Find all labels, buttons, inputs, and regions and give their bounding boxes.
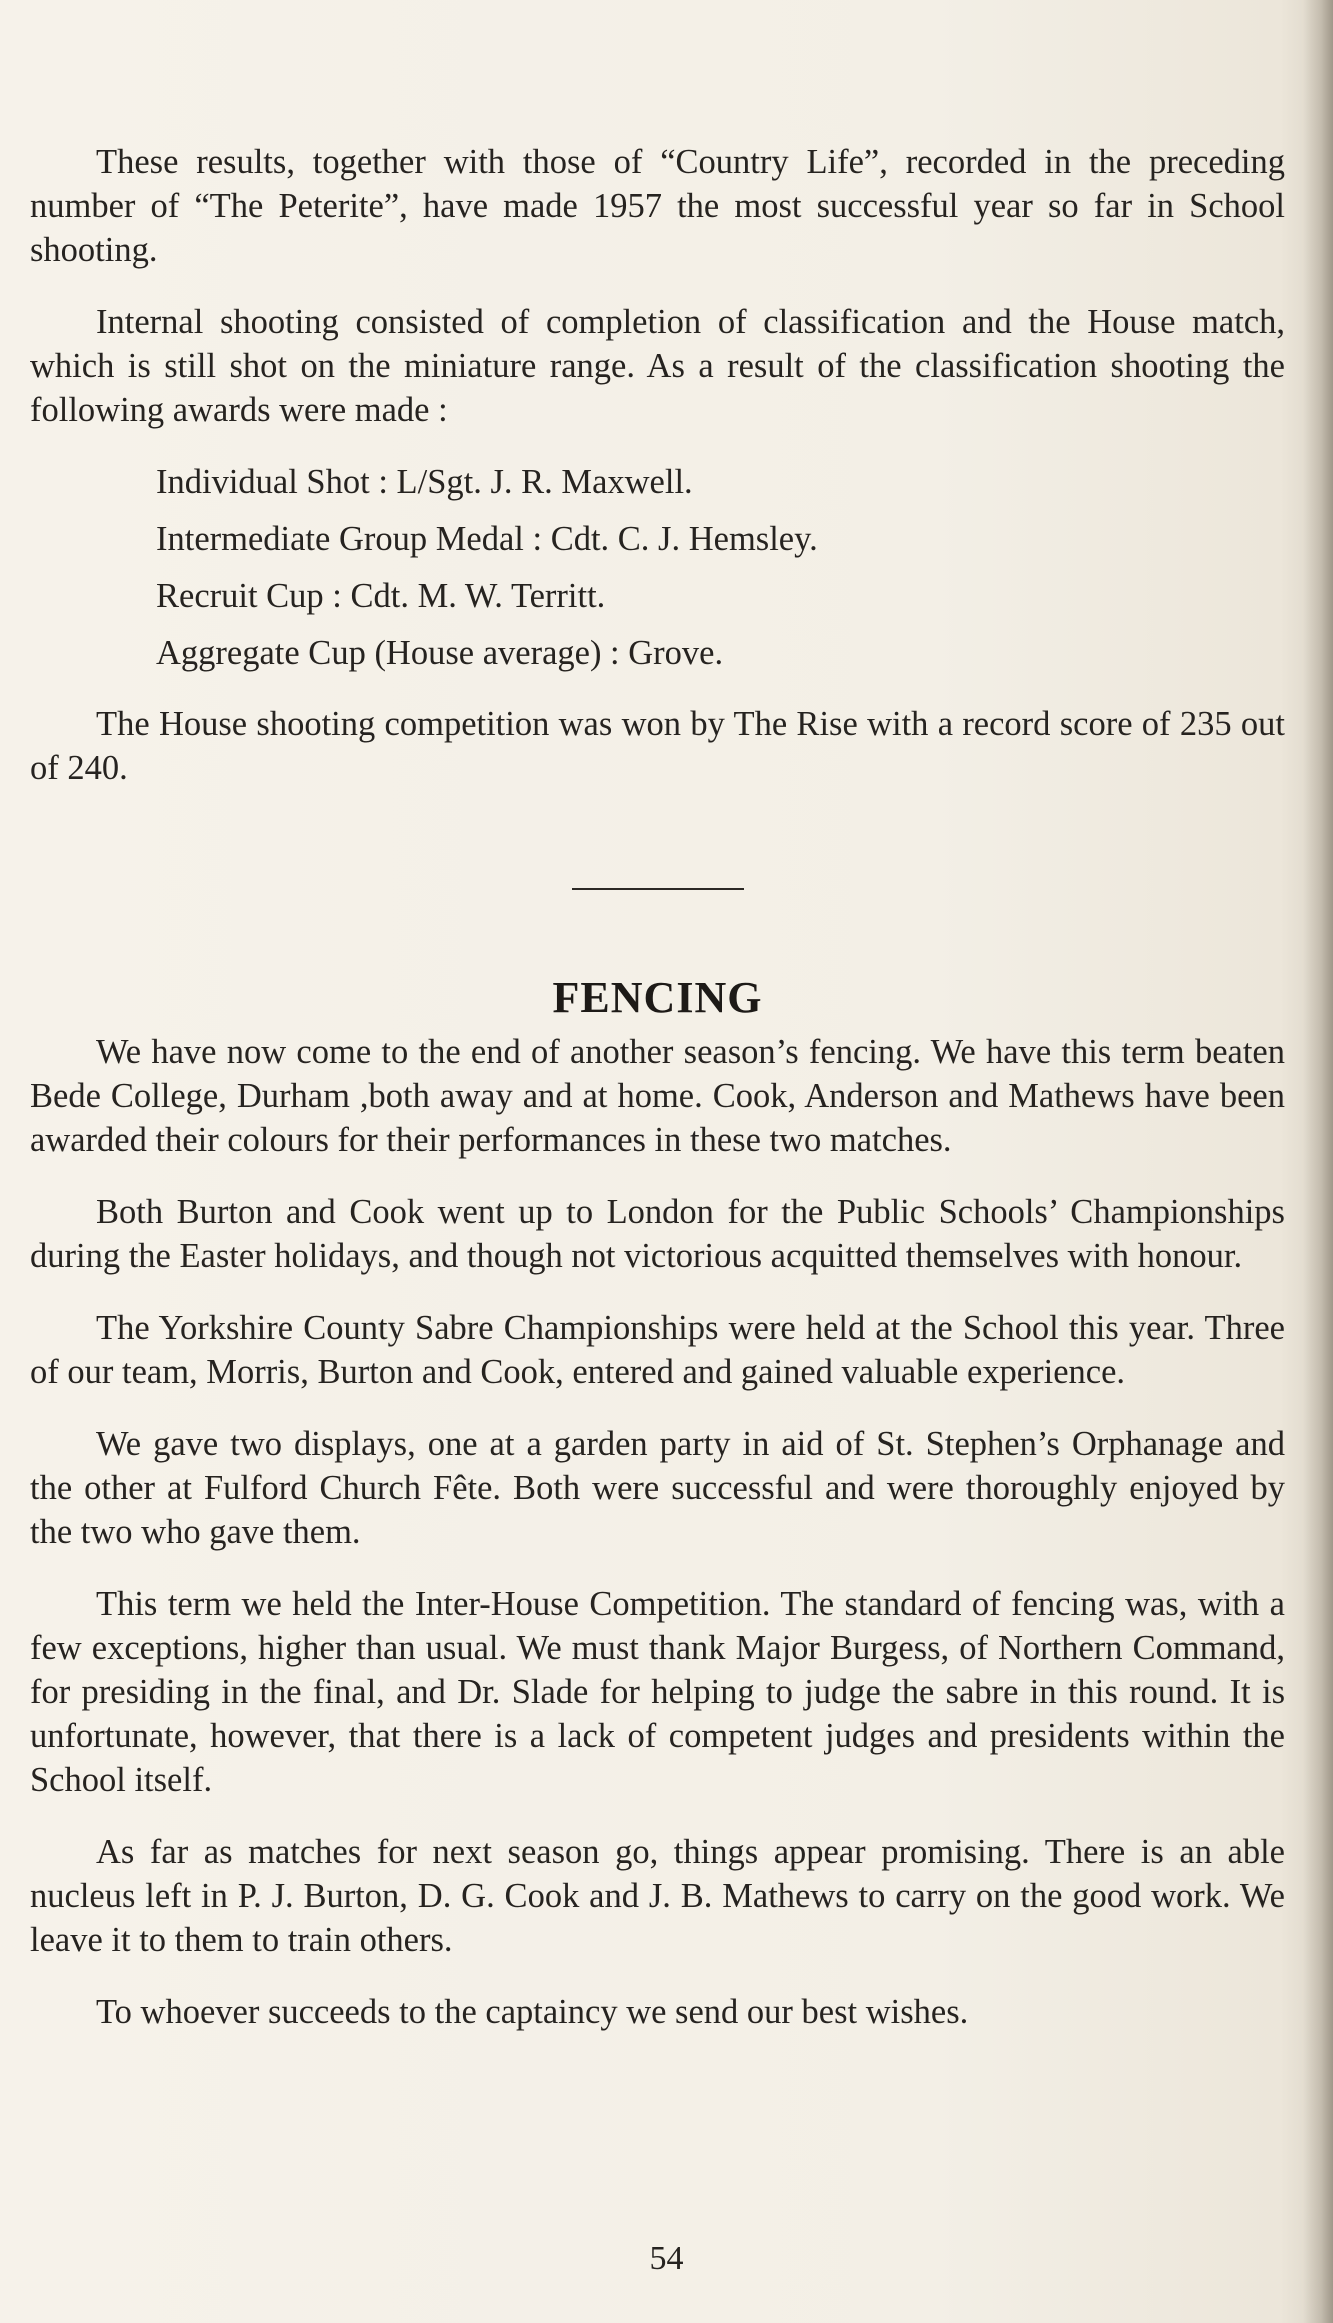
award-aggregate-cup: Aggregate Cup (House average) : Grove. — [156, 634, 724, 672]
fencing-paragraph-5: This term we held the Inter-House Competition. The standard of fencing was, with a few exceptions, higher than usual. We must thank Major Burgess, of Northern Command, for presiding in the final, and Dr. Slade for helping to judge the sabre in this round. It is unfortunate, however, that there is a lack of competent judges and presidents within the School itself. — [30, 1585, 1285, 1799]
fencing-paragraph-4: We gave two displays, one at a garden party in aid of St. Stephen’s Orphanage and the other at Fulford Church Fête. Both were successful and were thoroughly enjoyed by the two who gave them. — [30, 1425, 1285, 1551]
fencing-paragraph-2: Both Burton and Cook went up to London for the Public Schools’ Championships during the Easter holidays, and though not victorious acquitted themselves with honour. — [30, 1193, 1285, 1275]
page-binding-shadow — [1303, 0, 1333, 2323]
award-intermediate-group: Intermediate Group Medal : Cdt. C. J. Hemsley. — [156, 520, 818, 558]
page-text — [30, 140, 1285, 2062]
fencing-paragraph-1: We have now come to the end of another season’s fencing. We have this term beaten Bede College, Durham ,both away and at home. Cook, Anderson and Mathews have been awarded their colours for their performances in these two matches. — [30, 1033, 1285, 1159]
award-individual-shot: Individual Shot : L/Sgt. J. R. Maxwell. — [156, 463, 693, 501]
shooting-paragraph-2: Internal shooting consisted of completion of classification and the House match, which is still shot on the miniature range. As a result of the classification shooting the following awards were made : — [30, 303, 1285, 429]
section-divider — [572, 888, 744, 890]
fencing-paragraph-6: As far as matches for next season go, things appear promising. There is an able nucleus left in P. J. Burton, D. G. Cook and J. B. Mathews to carry on the good work. We leave it to them to train others. — [30, 1833, 1285, 1959]
page-number: 54 — [649, 2240, 684, 2277]
fencing-paragraph-3: The Yorkshire County Sabre Championships were held at the School this year. Three of our team, Morris, Burton and Cook, entered and gained valuable experience. — [30, 1309, 1285, 1391]
award-recruit-cup: Recruit Cup : Cdt. M. W. Territt. — [156, 577, 606, 615]
fencing-paragraph-7: To whoever succeeds to the captaincy we send our best wishes. — [96, 1993, 969, 2031]
fencing-heading: FENCING — [552, 973, 763, 1022]
shooting-paragraph-1: These results, together with those of “Country Life”, recorded in the preceding number of “The Peterite”, have made 1957 the most successful year so far in School shooting. — [30, 143, 1285, 269]
house-competition-paragraph: The House shooting competition was won by The Rise with a record score of 235 out of 240. — [30, 705, 1285, 787]
awards-list — [30, 460, 1285, 676]
